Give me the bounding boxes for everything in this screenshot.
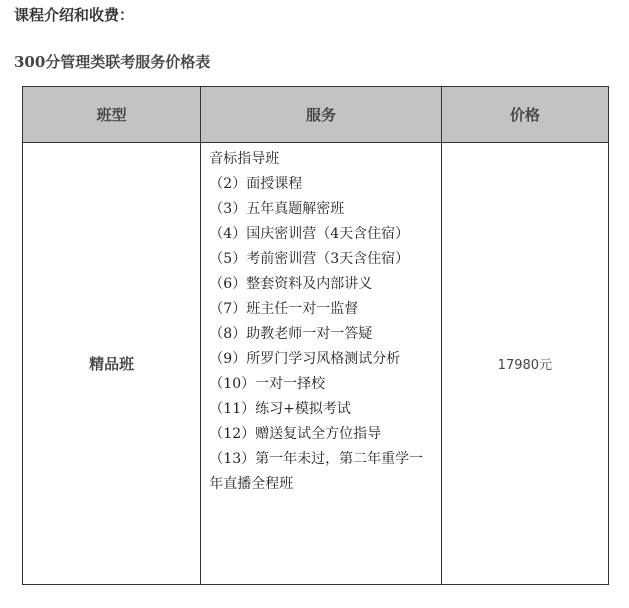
service-item: （9）所罗门学习风格测试分析 <box>209 351 401 367</box>
service-cell <box>201 143 441 585</box>
table-header-row <box>23 87 609 143</box>
service-item: （13）第一年未过，第二年重学一年直播全程班 <box>209 451 424 492</box>
service-item: （2）面授课程 <box>209 176 303 192</box>
service-item: （7）班主任一对一监督 <box>209 301 359 317</box>
service-item: （3）五年真题解密班 <box>209 201 345 217</box>
price-table-title: 300分管理类联考服务价格表 <box>14 53 211 71</box>
header-service: 服务 <box>201 87 441 143</box>
class-name-cell: 精品班 <box>23 143 201 585</box>
header-price: 价格 <box>441 87 608 143</box>
service-item: （4）国庆密训营（4天含住宿） <box>209 226 410 242</box>
header-class-type: 班型 <box>23 87 201 143</box>
service-item: （12）赠送复试全方位指导 <box>209 426 382 442</box>
price-cell: 17980元 <box>441 143 608 585</box>
service-item: （6）整套资料及内部讲义 <box>209 276 373 292</box>
service-list <box>201 143 440 497</box>
service-item: （5）考前密训营（3天含住宿） <box>209 251 410 267</box>
table-row <box>23 143 609 585</box>
service-item: 音标指导班 <box>209 151 280 167</box>
price-table <box>22 86 609 585</box>
service-item: （11）练习+模拟考试 <box>209 401 351 417</box>
service-item: （10）一对一择校 <box>209 376 326 392</box>
course-intro-heading: 课程介绍和收费： <box>14 6 135 24</box>
service-item: （8）助教老师一对一答疑 <box>209 326 373 342</box>
